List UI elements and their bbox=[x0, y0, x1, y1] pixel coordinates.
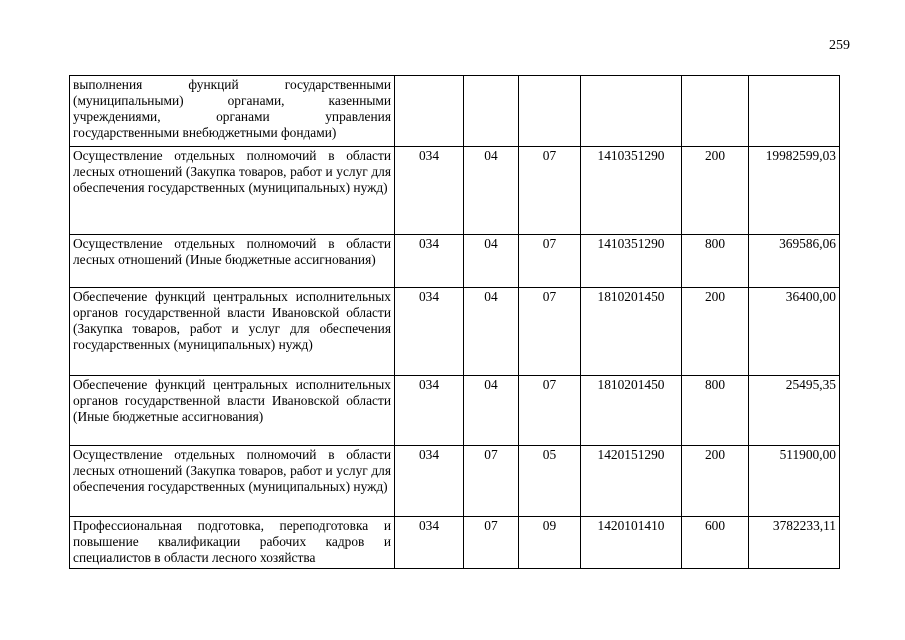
expense-type-code: 800 bbox=[682, 235, 749, 288]
target-code: 1420151290 bbox=[581, 446, 682, 517]
sum-value: 3782233,11 bbox=[749, 517, 840, 569]
table-row bbox=[70, 446, 840, 517]
subsection-code bbox=[519, 76, 581, 147]
row-name: Обеспечение функций центральных исполнительных органов государственной власти Ивановской области (Иные бюджетные ассигнования) bbox=[70, 376, 395, 446]
section-code: 04 bbox=[464, 376, 519, 446]
target-code bbox=[581, 76, 682, 147]
sum-value: 511900,00 bbox=[749, 446, 840, 517]
ministry-code: 034 bbox=[395, 446, 464, 517]
table-row bbox=[70, 235, 840, 288]
target-code: 1810201450 bbox=[581, 376, 682, 446]
expense-type-code: 200 bbox=[682, 147, 749, 235]
ministry-code: 034 bbox=[395, 517, 464, 569]
ministry-code: 034 bbox=[395, 147, 464, 235]
subsection-code: 07 bbox=[519, 235, 581, 288]
ministry-code: 034 bbox=[395, 376, 464, 446]
subsection-code: 07 bbox=[519, 147, 581, 235]
row-name: Осуществление отдельных полномочий в области лесных отношений (Иные бюджетные ассигнования) bbox=[70, 235, 395, 288]
row-name: Осуществление отдельных полномочий в области лесных отношений (Закупка товаров, работ и услуг для обеспечения государственных (муниципальных) нужд) bbox=[70, 147, 395, 235]
target-code: 1810201450 bbox=[581, 288, 682, 376]
row-name: Обеспечение функций центральных исполнительных органов государственной власти Ивановской области (Закупка товаров, работ и услуг для обеспечения государственных (муниципальных) нужд) bbox=[70, 288, 395, 376]
ministry-code: 034 bbox=[395, 288, 464, 376]
table-row bbox=[70, 147, 840, 235]
row-name: выполнения функций государственными (муниципальными) органами, казенными учреждениями, органами управления государственными внебюджетными фондами) bbox=[70, 76, 395, 147]
sum-value: 19982599,03 bbox=[749, 147, 840, 235]
table-row bbox=[70, 517, 840, 569]
ministry-code: 034 bbox=[395, 235, 464, 288]
sum-value: 369586,06 bbox=[749, 235, 840, 288]
section-code: 04 bbox=[464, 288, 519, 376]
page-number: 259 bbox=[829, 38, 850, 53]
section-code bbox=[464, 76, 519, 147]
table-row bbox=[70, 376, 840, 446]
row-name: Осуществление отдельных полномочий в области лесных отношений (Закупка товаров, работ и услуг для обеспечения государственных (муниципальных) нужд) bbox=[70, 446, 395, 517]
expense-type-code: 200 bbox=[682, 288, 749, 376]
table-row bbox=[70, 76, 840, 147]
budget-table bbox=[69, 75, 840, 569]
subsection-code: 05 bbox=[519, 446, 581, 517]
sum-value: 36400,00 bbox=[749, 288, 840, 376]
ministry-code bbox=[395, 76, 464, 147]
subsection-code: 07 bbox=[519, 376, 581, 446]
section-code: 04 bbox=[464, 147, 519, 235]
target-code: 1420101410 bbox=[581, 517, 682, 569]
expense-type-code bbox=[682, 76, 749, 147]
sum-value bbox=[749, 76, 840, 147]
target-code: 1410351290 bbox=[581, 235, 682, 288]
target-code: 1410351290 bbox=[581, 147, 682, 235]
expense-type-code: 800 bbox=[682, 376, 749, 446]
expense-type-code: 600 bbox=[682, 517, 749, 569]
row-name: Профессиональная подготовка, переподготовка и повышение квалификации рабочих кадров и специалистов в области лесного хозяйства bbox=[70, 517, 395, 569]
subsection-code: 09 bbox=[519, 517, 581, 569]
section-code: 07 bbox=[464, 517, 519, 569]
table-row bbox=[70, 288, 840, 376]
expense-type-code: 200 bbox=[682, 446, 749, 517]
subsection-code: 07 bbox=[519, 288, 581, 376]
section-code: 04 bbox=[464, 235, 519, 288]
section-code: 07 bbox=[464, 446, 519, 517]
sum-value: 25495,35 bbox=[749, 376, 840, 446]
